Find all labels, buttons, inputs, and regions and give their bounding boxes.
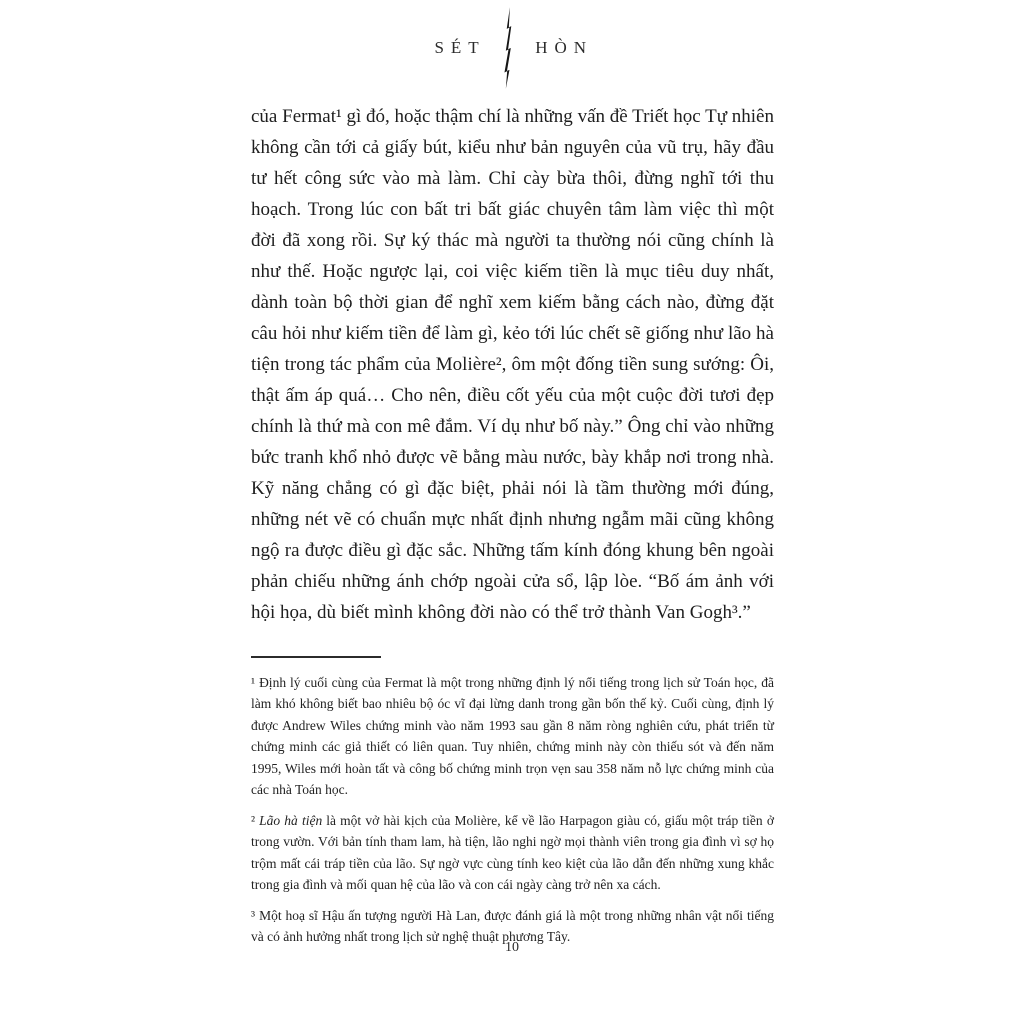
lightning-bolt-icon [499, 4, 519, 92]
footnote-2-marker: ² [251, 812, 256, 828]
body-paragraph: của Fermat¹ gì đó, hoặc thậm chí là những vấn đề Triết học Tự nhiên không cần tới cả giấy bút, kiểu như bản nguyên của vũ trụ, hãy đầu tư hết công sức vào mà làm. Chỉ cày bừa thôi, đừng nghĩ tới thu hoạch. Trong lúc con bất tri bất giác chuyên tâm làm việc thì một đời đã xong rồi. Sự ký thác mà người ta thường nói cũng chính là như thế. Hoặc ngược lại, coi việc kiếm tiền là mục tiêu duy nhất, dành toàn bộ thời gian để nghĩ xem kiếm bằng cách nào, đừng đặt câu hỏi như kiếm tiền để làm gì, kẻo tới lúc chết sẽ giống như lão hà tiện trong tác phẩm của Molière², ôm một đống tiền sung sướng: Ôi, thật ấm áp quá… Cho nên, điều cốt yếu của một cuộc đời tươi đẹp chính là thứ mà con mê đắm. Ví dụ như bố này.” Ông chỉ vào những bức tranh khổ nhỏ được vẽ bằng màu nước, bày khắp nơi trong nhà. Kỹ năng chẳng có gì đặc biệt, phải nói là tầm thường mới đúng, những nét vẽ có chuẩn mực nhất định nhưng ngẫm mãi cũng không ngộ ra được điều gì đặc sắc. Những tấm kính đóng khung bên ngoài phản chiếu những ánh chớp ngoài cửa sổ, lập lòe. “Bố ám ảnh với hội họa, dù biết mình không đời nào có thể trở thành Van Gogh³.” [251, 106, 774, 623]
book-title-right: HÒN [535, 38, 594, 57]
footnote-divider [251, 656, 381, 658]
footnote-2-text: là một vở hài kịch của Molière, kể về lão Harpagon giàu có, giấu một tráp tiền ở trong vườn. Với bản tính tham lam, hà tiện, lão nghi ngờ mọi thành viên trong gia đình vì sợ họ trộm mất cái tráp tiền của lão. Sự ngờ vực cùng tính keo kiệt của lão dẫn đến những xung khắc trong gia đình và mối quan hệ của lão và con cái ngày càng trở nên xa cách. [251, 812, 774, 892]
book-title-left: SÉT [434, 38, 486, 57]
footnote-2 [251, 810, 774, 896]
footnotes-section [251, 656, 774, 957]
footnote-1-text: Định lý cuối cùng của Fermat là một trong những định lý nổi tiếng trong lịch sử Toán học, đã làm khó không biết bao nhiêu bộ óc vĩ đại lừng danh trong gần bốn thế kỷ. Cuối cùng, định lý được Andrew Wiles chứng minh vào năm 1993 sau gần 8 năm ròng nghiên cứu, phát triển từ chứng minh các giả thiết có liên quan. Tuy nhiên, chứng minh này còn thiếu sót và đến năm 1995, Wiles mới hoàn tất và công bố chứng minh trọn vẹn sau 358 năm nỗ lực chứng minh của các nhà Toán học. [251, 674, 774, 797]
page-body [251, 101, 774, 628]
page-footer [0, 938, 1024, 956]
running-head [0, 2, 1024, 94]
footnote-3-text: Một hoạ sĩ Hậu ấn tượng người Hà Lan, được đánh giá là một trong những nhân vật nổi tiếng và có ảnh hưởng nhất trong lịch sử nghệ thuật phương Tây. [251, 907, 774, 944]
footnote-1 [251, 672, 774, 801]
footnote-1-marker: ¹ [251, 674, 256, 690]
footnote-2-italic-title: Lão hà tiện [259, 812, 323, 828]
footnote-3-marker: ³ [251, 907, 256, 923]
page-number: 10 [505, 940, 519, 955]
